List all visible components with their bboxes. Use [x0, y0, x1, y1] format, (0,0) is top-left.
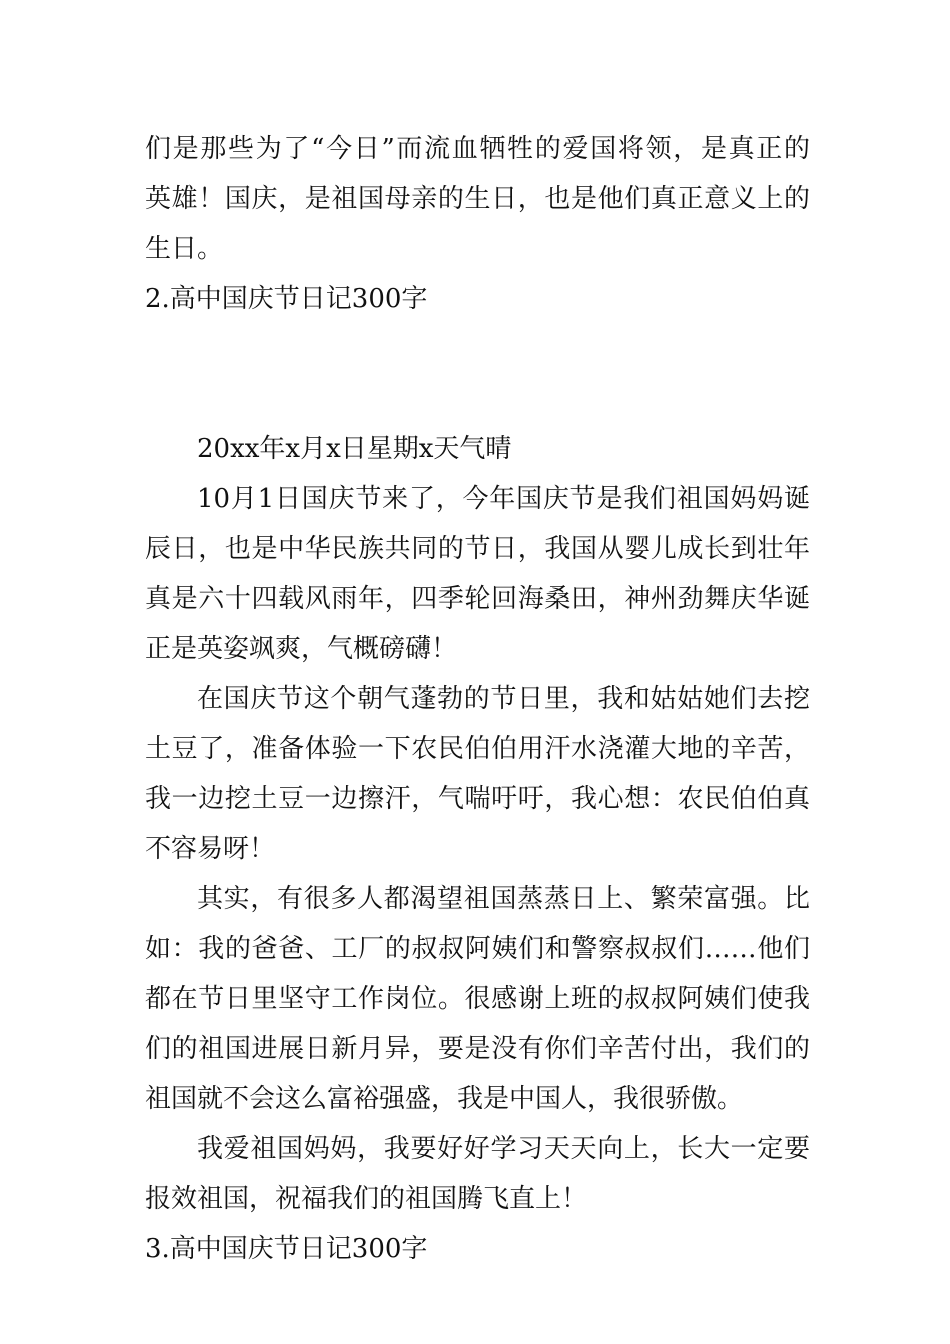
text-line: 不容易呀！	[145, 834, 276, 864]
document-page	[145, 124, 810, 1274]
text-line: 土豆了，准备体验一下农民伯伯用汗水浇灌大地的辛苦，	[145, 734, 810, 764]
text-line: 10月1日国庆节来了，今年国庆节是我们祖国妈妈诞	[197, 484, 810, 514]
text-line: 英雄！国庆，是祖国母亲的生日，也是他们真正意义上的	[145, 184, 810, 214]
text-line: 生日。	[145, 234, 224, 264]
text-line: 们是那些为了“今日”而流血牺牲的爱国将领，是真正的	[145, 134, 810, 164]
text-line: 辰日，也是中华民族共同的节日，我国从婴儿成长到壮年	[145, 534, 810, 564]
section-heading-2: 2.高中国庆节日记300字	[145, 284, 428, 314]
blank-space	[145, 324, 810, 424]
text-line: 真是六十四载风雨年，四季轮回海桑田，神州劲舞庆华诞	[145, 584, 810, 614]
date-weather-line: 20xx年x月x日星期x天气晴	[197, 434, 512, 464]
text-line: 报效祖国，祝福我们的祖国腾飞直上！	[145, 1184, 588, 1214]
text-line: 们的祖国进展日新月异，要是没有你们辛苦付出，我们的	[145, 1034, 810, 1064]
text-line: 我爱祖国妈妈，我要好好学习天天向上，长大一定要	[197, 1134, 810, 1164]
text-line: 我一边挖土豆一边擦汗，气喘吁吁，我心想：农民伯伯真	[145, 784, 810, 814]
text-line: 在国庆节这个朝气蓬勃的节日里，我和姑姑她们去挖	[197, 684, 810, 714]
text-line: 其实，有很多人都渴望祖国蒸蒸日上、繁荣富强。比	[197, 884, 810, 914]
text-line: 祖国就不会这么富裕强盛，我是中国人，我很骄傲。	[145, 1084, 744, 1114]
text-line: 都在节日里坚守工作岗位。很感谢上班的叔叔阿姨们使我	[145, 984, 810, 1014]
text-line: 正是英姿飒爽，气概磅礴！	[145, 634, 458, 664]
section-heading-3: 3.高中国庆节日记300字	[145, 1234, 428, 1264]
text-line: 如：我的爸爸、工厂的叔叔阿姨们和警察叔叔们……他们	[145, 934, 810, 964]
